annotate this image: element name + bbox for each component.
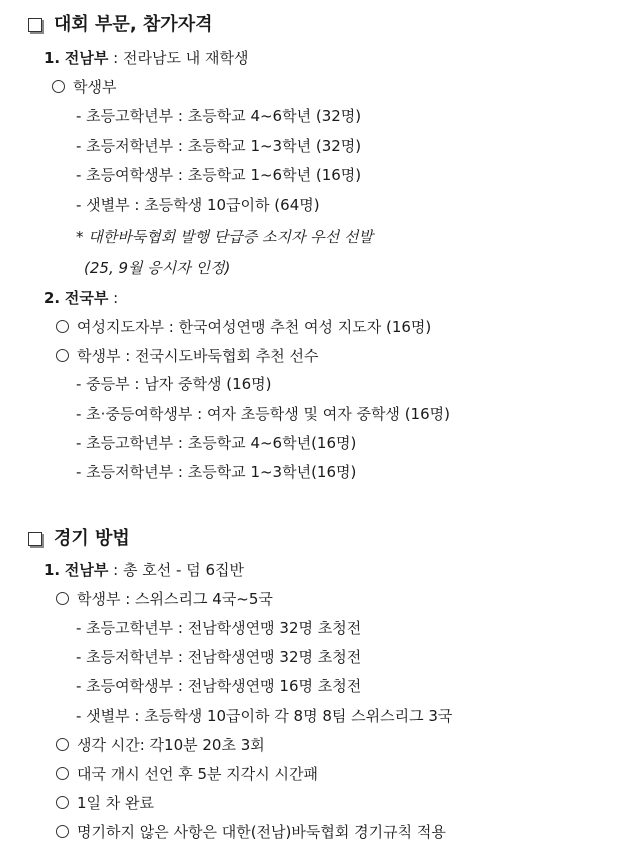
dash-item: - 샛별부 : 초등학생 10급이하 각 8명 8팀 스위스리그 3국: [76, 707, 453, 725]
circle-item: [56, 764, 318, 784]
item-text: : 총 호선 - 덤 6집반: [108, 561, 244, 579]
circle-bullet-icon: [56, 349, 69, 362]
section-checkbox-icon: [28, 532, 42, 546]
dash-item: - 초등여학생부 : 전남학생연맹 16명 초청전: [76, 677, 362, 695]
circle-bullet-icon: [56, 738, 69, 751]
numbered-item: [44, 560, 244, 580]
section-checkbox-icon: [28, 18, 42, 32]
circle-item-text: 생각 시간: 각10분 20초 3회: [77, 736, 265, 754]
circle-item: [56, 589, 273, 609]
numbered-item: [44, 48, 248, 68]
circle-item-text: 학생부 : 스위스리그 4국~5국: [77, 590, 273, 608]
circle-item: [56, 317, 431, 337]
dash-item: - 샛별부 : 초등학생 10급이하 (64명): [76, 196, 320, 214]
note-line: (25, 9월 응시자 인정): [84, 259, 231, 277]
item-text: :: [108, 289, 119, 307]
section-title: 대회 부문, 참가자격: [54, 14, 213, 35]
circle-item-text: 여성지도자부 : 한국여성연맹 추천 여성 지도자 (16명): [77, 318, 432, 336]
circle-bullet-icon: [56, 592, 69, 605]
circle-item-text: 대국 개시 선언 후 5분 지각시 시간패: [77, 765, 319, 783]
item-text: : 전라남도 내 재학생: [108, 49, 249, 67]
item-label: 전남부: [64, 49, 109, 67]
circle-item: [56, 346, 318, 366]
dash-item: - 초등고학년부 : 전남학생연맹 32명 초청전: [76, 619, 362, 637]
circle-item: [56, 822, 446, 842]
dash-item: - 초등여학생부 : 초등학교 1~6학년 (16명): [76, 166, 362, 184]
circle-bullet-icon: [52, 80, 65, 93]
item-number: 2.: [44, 289, 61, 307]
dash-item: - 초등고학년부 : 초등학교 4~6학년 (32명): [76, 107, 362, 125]
dash-item: - 초등저학년부 : 초등학교 1~3학년(16명): [76, 463, 357, 481]
circle-item: [56, 735, 265, 755]
circle-bullet-icon: [56, 825, 69, 838]
dash-item: - 초·중등여학생부 : 여자 초등학생 및 여자 중학생 (16명): [76, 405, 450, 423]
dash-item: - 초등저학년부 : 초등학교 1~3학년 (32명): [76, 137, 362, 155]
dash-item: - 중등부 : 남자 중학생 (16명): [76, 375, 272, 393]
dash-item: - 초등저학년부 : 전남학생연맹 32명 초청전: [76, 648, 362, 666]
circle-item-text: 명기하지 않은 사항은 대한(전남)바둑협회 경기규칙 적용: [77, 823, 446, 841]
circle-bullet-icon: [56, 796, 69, 809]
item-label: 전남부: [64, 561, 109, 579]
dash-item: - 초등고학년부 : 초등학교 4~6학년(16명): [76, 434, 357, 452]
circle-bullet-icon: [56, 767, 69, 780]
circle-item-text: 1일 차 완료: [77, 794, 155, 812]
circle-bullet-icon: [56, 320, 69, 333]
circle-item-text: 학생부: [73, 78, 117, 96]
section-title: 경기 방법: [54, 528, 130, 549]
item-label: 전국부: [64, 289, 109, 307]
item-number: 1.: [44, 561, 61, 579]
item-number: 1.: [44, 49, 61, 67]
circle-item: [56, 793, 154, 813]
numbered-item: [44, 288, 118, 308]
circle-item: [52, 77, 116, 97]
note-line: * 대한바둑협회 발행 단급증 소지자 우선 선발: [76, 228, 373, 246]
circle-item-text: 학생부 : 전국시도바둑협회 추천 선수: [77, 347, 319, 365]
